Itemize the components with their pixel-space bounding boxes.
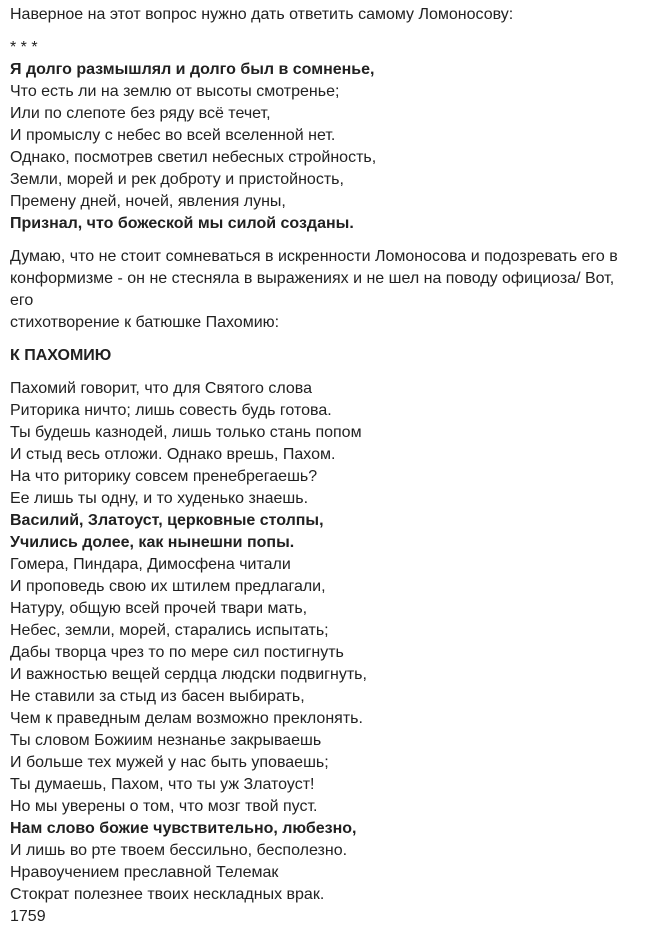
text-line: Я долго размышлял и долго был в сомненье,: [10, 61, 375, 78]
text-line: Ты словом Божиим незнанье закрываешь: [10, 732, 322, 749]
text-line: И стыд весь отложи. Однако врешь, Пахом.: [10, 446, 336, 463]
text-line: И проповедь свою их штилем предлагали,: [10, 578, 326, 595]
stanza-separator: [10, 37, 638, 59]
text-line: Не ставили за стыд из басен выбирать,: [10, 688, 305, 705]
text-line: Что есть ли на землю от высоты смотренье;: [10, 83, 340, 100]
text-line: К ПАХОМИЮ: [10, 347, 112, 364]
text-line: Премену дней, ночей, явления луны,: [10, 193, 286, 210]
text-line: Риторика ничто; лишь совесть будь готова.: [10, 402, 332, 419]
text-line: И промыслу с небес во всей вселенной нет.: [10, 127, 336, 144]
text-line: Учились долее, как нынешни попы.: [10, 534, 295, 551]
text-line: Или по слепоте без ряду всё течет,: [10, 105, 271, 122]
poem-title: [10, 345, 638, 367]
text-line: Стократ полезнее твоих нескладных врак.: [10, 886, 325, 903]
text-line: Гомера, Пиндара, Димосфена читали: [10, 556, 291, 573]
text-line: * * *: [10, 39, 38, 56]
text-line: Пахомий говорит, что для Святого слова: [10, 380, 312, 397]
text-line: Натуру, общую всей прочей твари мать,: [10, 600, 308, 617]
text-line: Василий, Златоуст, церковные столпы,: [10, 512, 324, 529]
poem-k-pahomiyu: [10, 378, 638, 928]
text-line: Но мы уверены о том, что мозг твой пуст.: [10, 798, 318, 815]
poem-lomonosov-stanza: [10, 59, 638, 235]
text-line: Земли, морей и рек доброту и пристойность,: [10, 171, 344, 188]
text-line: конформизме - он не стесняла в выражениях и не шел на поводу официоза/ Вот, его: [10, 270, 615, 309]
commentary-paragraph: [10, 246, 638, 334]
text-line: И важностью вещей сердца людски подвигнуть,: [10, 666, 367, 683]
text-line: Небес, земли, морей, старались испытать;: [10, 622, 329, 639]
text-line: На что риторику совсем пренебрегаешь?: [10, 468, 318, 485]
text-line: стихотворение к батюшке Пахомию:: [10, 314, 280, 331]
text-line: Признал, что божеской мы силой созданы.: [10, 215, 354, 232]
text-line: Думаю, что не стоит сомневаться в искренности Ломоносова и подозревать его в: [10, 248, 618, 265]
text-line: Ты будешь казнодей, лишь только стань попом: [10, 424, 362, 441]
text-line: Нам слово божие чувствительно, любезно,: [10, 820, 357, 837]
text-line: Чем к праведным делам возможно преклонять.: [10, 710, 363, 727]
text-line: 1759: [10, 908, 46, 925]
text-line: Однако, посмотрев светил небесных стройность,: [10, 149, 377, 166]
text-line: И больше тех мужей у нас быть уповаешь;: [10, 754, 329, 771]
text-line: Дабы творца чрез то по мере сил постигнуть: [10, 644, 344, 661]
intro-paragraph: [10, 4, 638, 26]
text-line: И лишь во рте твоем бессильно, бесполезно.: [10, 842, 348, 859]
text-line: Ты думаешь, Пахом, что ты уж Златоуст!: [10, 776, 315, 793]
text-line: Наверное на этот вопрос нужно дать ответить самому Ломоносову:: [10, 6, 514, 23]
text-line: Нравоучением преславной Телемак: [10, 864, 279, 881]
text-line: Ее лишь ты одну, и то худенько знаешь.: [10, 490, 309, 507]
